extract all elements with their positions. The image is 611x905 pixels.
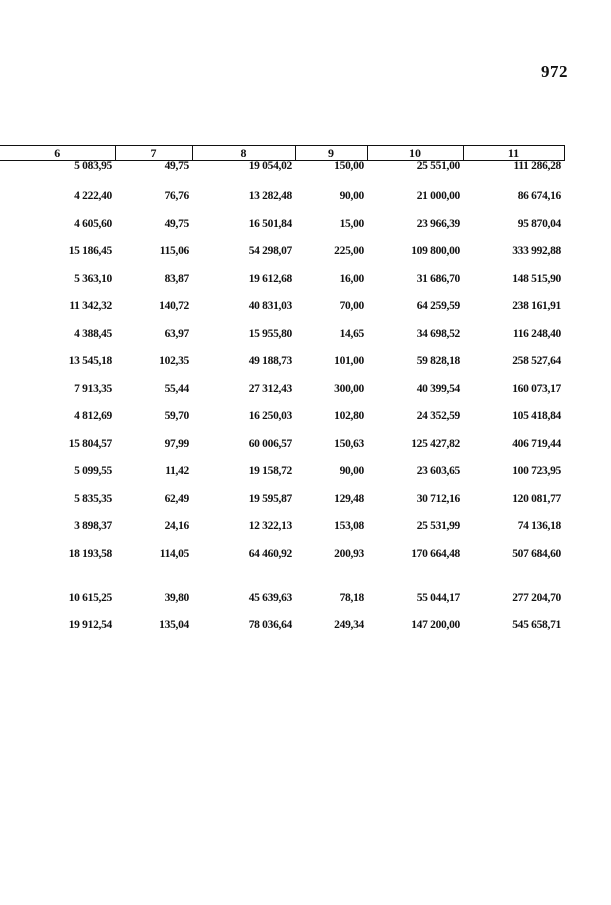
table-cell: 507 684,60	[512, 547, 561, 560]
table-cell: 16,00	[339, 272, 364, 285]
table-cell: 115,06	[159, 245, 189, 257]
table-cell: 333 992,88	[512, 245, 561, 257]
table-cell: 64 259,59	[416, 300, 460, 312]
table-cell: 14,65	[339, 327, 364, 340]
table-cell: 55 044,17	[416, 591, 460, 604]
table-cell: 31 686,70	[416, 272, 460, 285]
table-cell: 19 158,72	[248, 465, 292, 477]
table-cell: 49 188,73	[248, 355, 292, 367]
table-row	[0, 329, 564, 357]
table-cell: 15 804,57	[68, 437, 112, 450]
table-cell: 109 800,00	[411, 245, 460, 257]
table-cell: 90,00	[339, 465, 364, 477]
table-cell: 238 161,91	[512, 300, 561, 312]
table-cell: 150,00	[334, 160, 364, 172]
table-cell: 225,00	[334, 245, 364, 257]
table-cell: 5 083,95	[74, 160, 112, 172]
table-cell: 249,34	[334, 619, 364, 631]
table-cell: 4 605,60	[74, 217, 112, 230]
table-cell: 258 527,64	[512, 355, 561, 367]
table-cell: 27 312,43	[248, 382, 292, 395]
header-row	[0, 146, 564, 161]
table-cell: 10 615,25	[68, 591, 112, 604]
table-cell: 101,00	[334, 355, 364, 367]
table-row	[0, 439, 564, 467]
table-cell: 105 418,84	[512, 410, 561, 422]
table-cell: 4 222,40	[74, 190, 112, 202]
table-cell: 34 698,52	[416, 327, 460, 340]
table-cell: 39,80	[164, 591, 189, 604]
table-cell: 55,44	[164, 382, 189, 395]
table-cell: 150,63	[334, 437, 364, 450]
table-cell: 147 200,00	[411, 619, 460, 631]
table-cell: 25 531,99	[416, 520, 460, 532]
table-row	[0, 494, 564, 522]
table-cell: 45 639,63	[248, 591, 292, 604]
table-row	[0, 411, 564, 439]
table-row	[0, 274, 564, 302]
table-cell: 25 551,00	[416, 160, 460, 172]
table-cell: 135,04	[159, 619, 189, 631]
table-cell: 15 186,45	[68, 245, 112, 257]
table-cell: 13 545,18	[68, 355, 112, 367]
table-cell: 11 342,32	[69, 300, 112, 312]
table-cell: 100 723,95	[512, 465, 561, 477]
table-cell: 406 719,44	[512, 437, 561, 450]
column-header-11: 11	[463, 146, 564, 161]
table-cell: 74 136,18	[517, 520, 561, 532]
table-cell: 19 612,68	[248, 272, 292, 285]
table-cell: 116 248,40	[512, 327, 561, 340]
table-cell: 200,93	[334, 547, 364, 560]
table-cell: 160 073,17	[512, 382, 561, 395]
table-cell: 15,00	[339, 217, 364, 230]
column-header-10: 10	[367, 146, 463, 161]
table-row	[0, 301, 564, 329]
table-cell: 111 286,28	[513, 160, 561, 172]
table-cell: 63,97	[164, 327, 189, 340]
table-cell: 16 501,84	[248, 217, 292, 230]
table-cell: 13 282,48	[248, 190, 292, 202]
table-cell: 102,35	[159, 355, 189, 367]
table-cell: 49,75	[164, 217, 189, 230]
table-cell: 102,80	[334, 410, 364, 422]
table-cell: 7 913,35	[74, 382, 112, 395]
column-header-8: 8	[192, 146, 295, 161]
data-table-container	[0, 145, 564, 648]
table-row	[0, 219, 564, 247]
table-row	[0, 593, 564, 621]
table-cell: 300,00	[334, 382, 364, 395]
table-cell: 40 399,54	[416, 382, 460, 395]
table-cell: 90,00	[339, 190, 364, 202]
table-row	[0, 191, 564, 219]
table-cell: 70,00	[339, 300, 364, 312]
table-cell: 153,08	[334, 520, 364, 532]
table-row	[0, 384, 564, 412]
table-cell: 97,99	[164, 437, 189, 450]
table-cell: 76,76	[164, 190, 189, 202]
table-cell: 16 250,03	[248, 410, 292, 422]
table-cell: 59,70	[164, 410, 189, 422]
table-cell: 30 712,16	[416, 492, 460, 505]
table-cell: 18 193,58	[68, 547, 112, 560]
table-cell: 4 388,45	[74, 327, 112, 340]
table-cell: 23 603,65	[416, 465, 460, 477]
table-cell: 140,72	[159, 300, 189, 312]
table-body	[0, 161, 564, 648]
table-cell: 120 081,77	[512, 492, 561, 505]
table-cell: 86 674,16	[517, 190, 561, 202]
table-cell: 54 298,07	[248, 245, 292, 257]
table-row	[0, 356, 564, 384]
table-cell: 60 006,57	[248, 437, 292, 450]
table-cell: 129,48	[334, 492, 364, 505]
table-cell: 4 812,69	[74, 410, 112, 422]
table-cell: 5 099,55	[74, 465, 112, 477]
table-cell: 23 966,39	[416, 217, 460, 230]
table-cell: 148 515,90	[512, 272, 561, 285]
table-cell: 125 427,82	[411, 437, 460, 450]
column-header-9: 9	[295, 146, 367, 161]
table-row	[0, 466, 564, 494]
table-cell: 277 204,70	[512, 591, 561, 604]
column-header-6: 6	[0, 146, 115, 161]
table-cell: 114,05	[159, 547, 189, 560]
table-cell: 19 595,87	[248, 492, 292, 505]
table-row	[0, 246, 564, 274]
table-cell: 59 828,18	[416, 355, 460, 367]
table-cell: 5 835,35	[74, 492, 112, 505]
table-row	[0, 521, 564, 549]
data-table	[0, 145, 565, 648]
table-cell: 15 955,80	[248, 327, 292, 340]
table-cell: 83,87	[164, 272, 189, 285]
table-cell: 12 322,13	[248, 520, 292, 532]
table-row	[0, 620, 564, 648]
table-cell: 5 363,10	[74, 272, 112, 285]
table-row	[0, 549, 564, 593]
table-header	[0, 146, 564, 161]
table-cell: 19 912,54	[68, 619, 112, 631]
table-cell: 545 658,71	[512, 619, 561, 631]
table-cell: 64 460,92	[248, 547, 292, 560]
table-cell: 21 000,00	[416, 190, 460, 202]
table-cell: 24,16	[164, 520, 189, 532]
table-cell: 40 831,03	[248, 300, 292, 312]
table-cell: 78,18	[339, 591, 364, 604]
table-cell: 170 664,48	[411, 547, 460, 560]
table-cell: 24 352,59	[416, 410, 460, 422]
page-number: 972	[541, 62, 568, 81]
table-cell: 11,42	[165, 465, 189, 477]
table-row	[0, 161, 564, 192]
table-cell: 49,75	[164, 160, 189, 172]
column-header-7: 7	[115, 146, 192, 161]
table-cell: 19 054,02	[248, 160, 292, 172]
table-cell: 3 898,37	[74, 520, 112, 532]
table-cell: 62,49	[164, 492, 189, 505]
table-cell: 95 870,04	[517, 217, 561, 230]
table-cell: 78 036,64	[248, 619, 292, 631]
